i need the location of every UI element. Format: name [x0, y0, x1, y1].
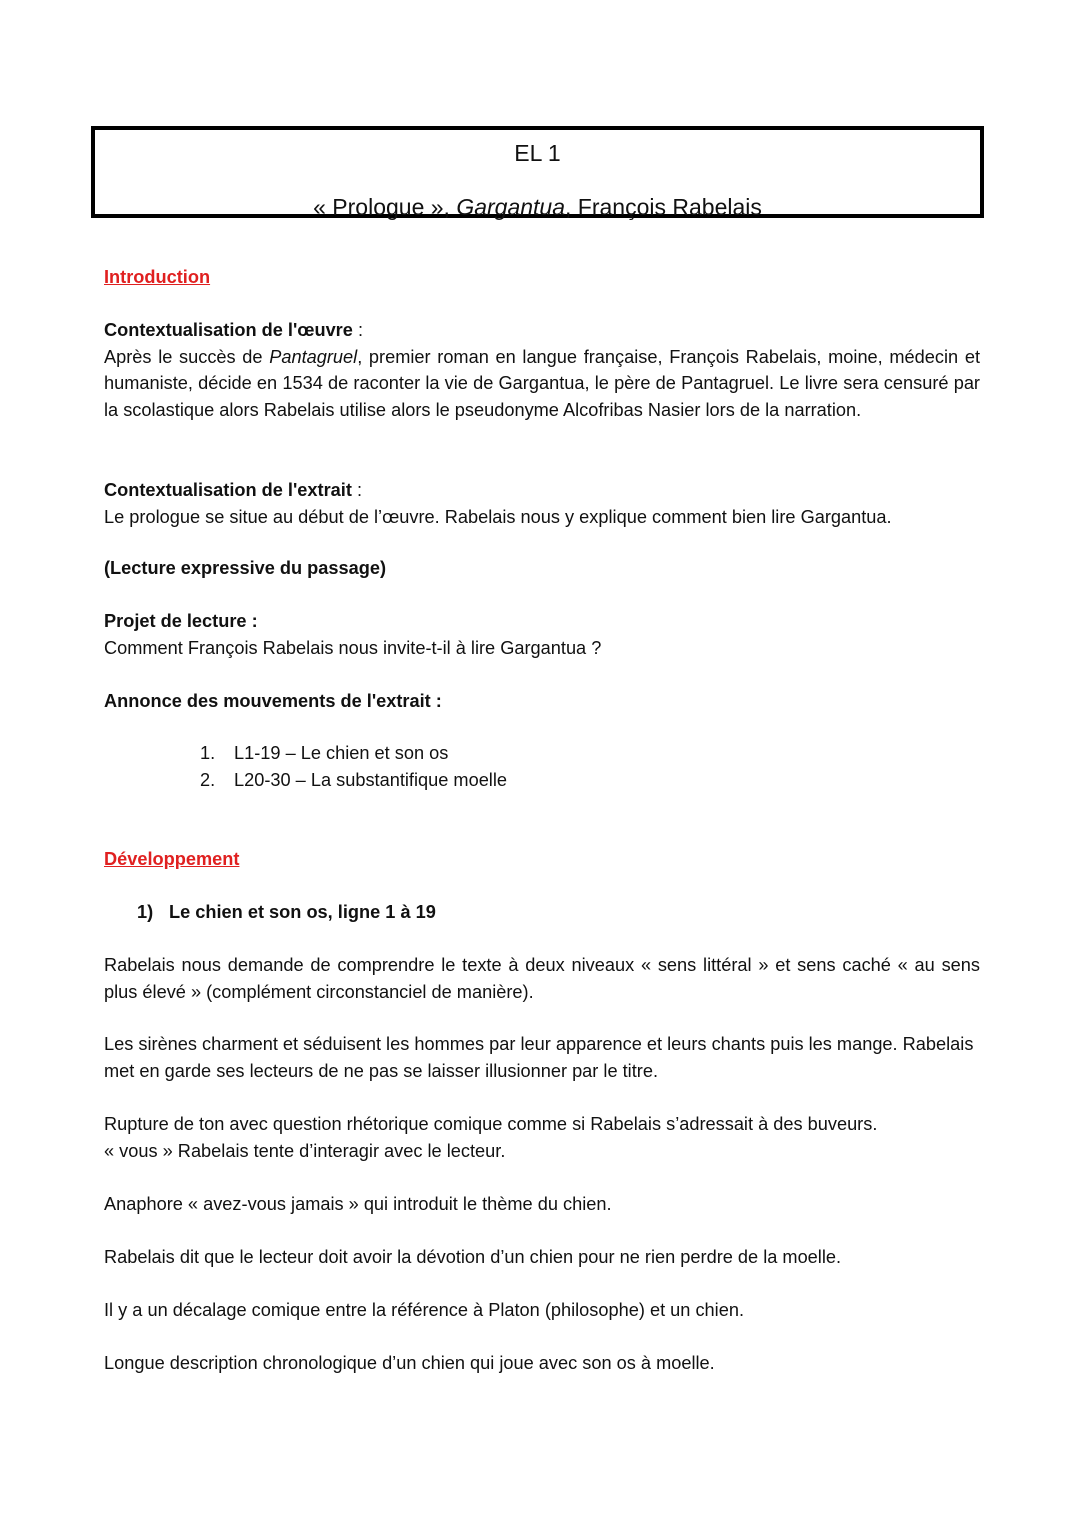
paragraph: Il y a un décalage comique entre la référence à Platon (philosophe) et un chien.: [104, 1300, 744, 1320]
list-text: L1-19 – Le chien et son os: [234, 743, 449, 763]
paragraph: Longue description chronologique d’un chien qui joue avec son os à moelle.: [104, 1353, 715, 1373]
projet-label: Projet de lecture :: [104, 611, 258, 631]
title-box: [91, 126, 984, 218]
extrait-paragraph: Le prologue se situe au début de l’œuvre. Rabelais nous y explique comment bien lire Gargantua.: [104, 506, 892, 527]
paragraph: « vous » Rabelais tente d’interagir avec le lecteur.: [104, 1141, 506, 1161]
paragraph: Rabelais dit que le lecteur doit avoir la dévotion d’un chien pour ne rien perdre de la moelle.: [104, 1247, 842, 1267]
projet-lecture: [104, 608, 980, 661]
list-text: L20-30 – La substantifique moelle: [234, 769, 507, 790]
paragraph: Les sirènes charment et séduisent les hommes par leur apparence et leurs chants puis les mange. Rabelais met en garde ses lecteurs de ne pas se laisser illusionner par le titre.: [104, 1034, 974, 1081]
oeuvre-text-c: , premier roman en langue française, François Rabelais, moine, médecin et humaniste, décide en 1534 de raconter la vie de Gargantua, le père de Pantagruel. Le livre sera censuré par la scolastique alors Rabelais utilise alors le pseudonyme Alcofribas Nasier lors de la narration.: [104, 346, 980, 420]
oeuvre-context: [104, 317, 980, 423]
oeuvre-label: Contextualisation de l'œuvre: [104, 320, 353, 340]
extrait-context: [104, 477, 980, 530]
paragraph: Anaphore « avez-vous jamais » qui introduit le thème du chien.: [104, 1194, 612, 1214]
title-work: Gargantua: [456, 194, 566, 220]
oeuvre-text-a: Après le succès de: [104, 346, 270, 367]
oeuvre-sep: :: [352, 320, 363, 340]
projet-text: Comment François Rabelais nous invite-t-il à lire Gargantua ?: [104, 637, 602, 658]
part1-number: 1): [137, 902, 154, 922]
lecture-expressive: (Lecture expressive du passage): [104, 558, 387, 578]
paragraph: Rupture de ton avec question rhétorique comique comme si Rabelais s’adressait à des buveurs.: [104, 1114, 878, 1134]
title-prologue: « Prologue »,: [313, 194, 457, 220]
paragraph: Rabelais nous demande de comprendre le texte à deux niveaux « sens littéral » et sens caché « au sens plus élevé » (complément circonstanciel de manière).: [104, 955, 980, 1002]
extrait-label: Contextualisation de l'extrait: [104, 480, 352, 500]
introduction-heading: Introduction: [104, 267, 211, 287]
title-author: , François Rabelais: [565, 194, 762, 220]
oeuvre-text-pantagruel: Pantagruel: [269, 346, 358, 367]
extrait-sep: :: [351, 480, 362, 500]
annonce-label: Annonce des mouvements de l'extrait :: [104, 691, 442, 711]
list-number: 1.: [200, 743, 216, 763]
oeuvre-paragraph: [104, 344, 980, 424]
list-number: 2.: [200, 769, 216, 790]
movements-list: [200, 740, 507, 793]
developpement-heading: Développement: [104, 849, 240, 869]
document-title: [95, 192, 980, 222]
list-item: [200, 740, 507, 767]
part1-heading: [137, 899, 436, 925]
list-item: [200, 767, 507, 794]
part1-title: Le chien et son os, ligne 1 à 19: [169, 902, 436, 922]
document-code: EL 1: [514, 140, 561, 166]
